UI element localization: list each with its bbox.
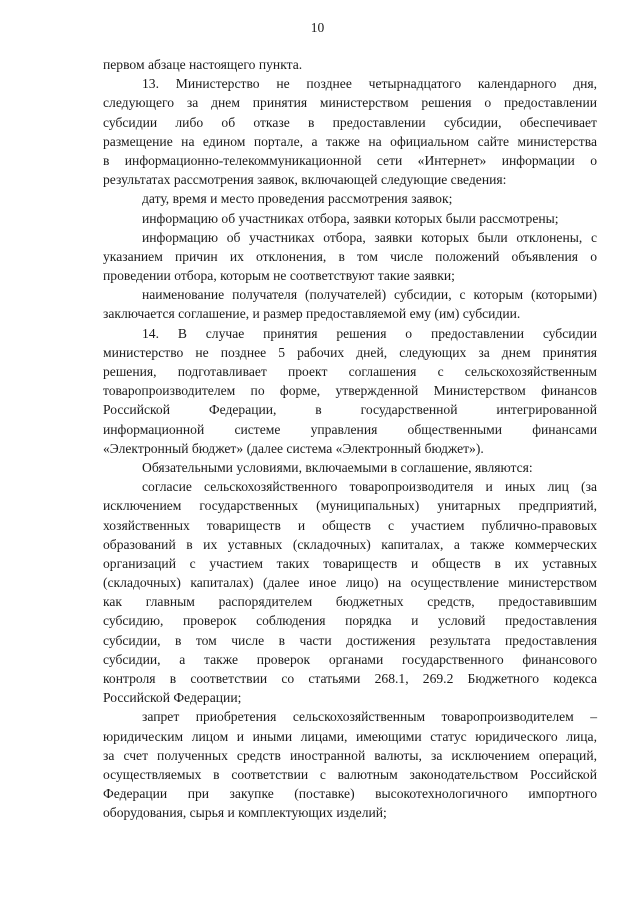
text-line: дату, время и место проведения рассмотрения заявок; <box>142 191 453 207</box>
text-line: информацию об участниках отбора, заявки которых были рассмотрены; <box>142 210 559 226</box>
text-line: Российской Федерации; <box>103 690 242 706</box>
text-line: субсидии, а также проверок органами государственного финансового <box>103 651 597 667</box>
page-number: 10 <box>310 20 325 35</box>
text-line: результатах рассмотрения заявок, включающей следующие сведения: <box>103 172 507 188</box>
text-line: субсидии, в том числе в части достижения результата предоставления <box>103 632 597 648</box>
text-line: осуществляемых в соответствии с валютным законодательством Российской <box>103 766 597 782</box>
text-line: проведении отбора, которым не соответствуют такие заявки; <box>103 268 455 284</box>
text-line: решения, подготавливает проект соглашения с сельскохозяйственным <box>103 364 597 379</box>
text-line: 13. Министерство не позднее четырнадцатого календарного дня, <box>142 76 597 92</box>
text-line: как главным распорядителем бюджетных средств, предоставившим <box>103 594 597 610</box>
text-line: контроля в соответствии со статьями 268.1, 269.2 Бюджетного кодекса <box>103 671 597 686</box>
text-line: товаропроизводителем по форме, утвержденной Министерством финансов <box>103 383 597 399</box>
text-line: согласие сельскохозяйственного товаропроизводителя и иных лиц (за <box>142 479 597 495</box>
text-line: следующего за днем принятия министерством решения о предоставлении <box>103 95 597 111</box>
text-line: организаций с участием таких товариществ и обществ в их уставных <box>103 555 597 571</box>
text-line: оборудования, сырья и комплектующих изделий; <box>103 805 387 821</box>
text-line: заключается соглашение, и размер предоставляемой ему (им) субсидии. <box>103 306 521 322</box>
text-line: запрет приобретения сельскохозяйственным товаропроизводителем – <box>142 709 597 725</box>
text-line: за счет полученных средств иностранной валюты, за исключением операций, <box>103 747 597 763</box>
text-line: в информационно-телекоммуникационной сети «Интернет» информации о <box>103 152 597 168</box>
text-line: информационной системе управления общественными финансами <box>103 421 597 437</box>
text-line: информацию об участниках отбора, заявки которых были отклонены, с <box>142 229 597 245</box>
text-line: Российской Федерации, в государственной интегрированной <box>103 402 597 418</box>
text-line: первом абзаце настоящего пункта. <box>103 57 303 72</box>
text-line: Федерации при закупке (поставке) высокотехнологичного импортного <box>103 786 597 802</box>
text-line: Обязательными условиями, включаемыми в соглашение, являются: <box>142 459 533 475</box>
text-line: (складочных) капиталах) (далее иное лицо) на осуществление министерством <box>103 575 597 591</box>
text-line: «Электронный бюджет» (далее система «Электронный бюджет»). <box>103 440 484 456</box>
document-body <box>103 55 597 823</box>
text-line: министерство не позднее 5 рабочих дней, следующих за днем принятия <box>103 344 597 360</box>
text-line: исключением государственных (муниципальных) унитарных предприятий, <box>103 498 597 514</box>
text-line: субсидию, проверок соблюдения порядка и условий предоставления <box>103 613 597 629</box>
text-line: хозяйственных товариществ и обществ с участием публично-правовых <box>103 517 597 533</box>
text-line: субсидии либо об отказе в предоставлении субсидии, обеспечивает <box>103 114 597 130</box>
text-line: юридическим лицом и иными лицами, имеющими статус юридического лица, <box>103 728 597 744</box>
text-line: 14. В случае принятия решения о предоставлении субсидии <box>142 325 597 341</box>
text-line: образований в их уставных (складочных) капиталах, а также коммерческих <box>103 536 597 552</box>
text-line: указанием причин их отклонения, в том числе положений объявления о <box>103 248 597 264</box>
text-line: наименование получателя (получателей) субсидии, с которым (которыми) <box>142 287 597 303</box>
text-line: размещение на едином портале, а также на официальном сайте министерства <box>103 133 597 149</box>
